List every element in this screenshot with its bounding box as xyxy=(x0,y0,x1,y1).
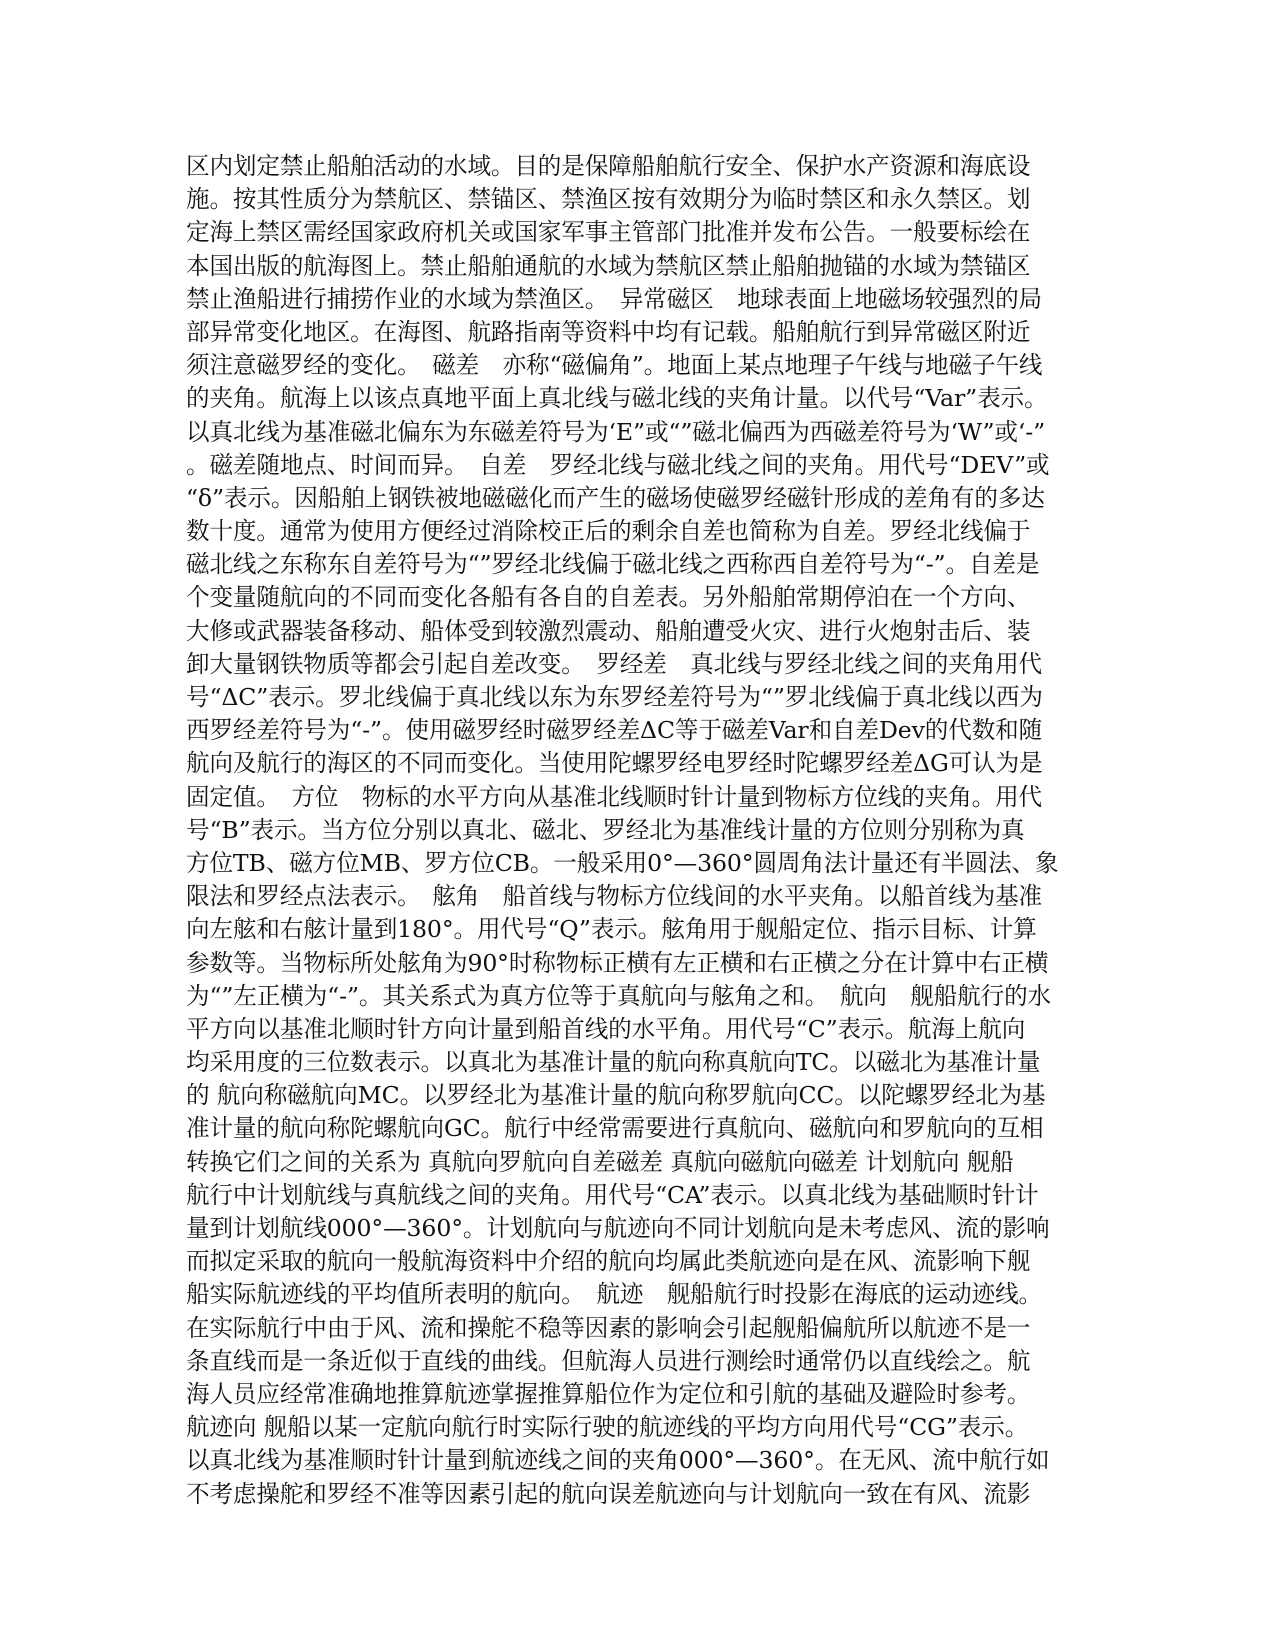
text-line: 本国出版的航海图上。禁止船舶通航的水域为禁航区禁止船舶抛锚的水域为禁锚区 xyxy=(186,251,1031,280)
text-line: 号“B”表示。当方位分别以真北、磁北、罗经北为基准线计量的方位则分别称为真 xyxy=(186,815,1025,844)
text-line: 转换它们之间的关系为 真航向罗航向自差磁差 真航向磁航向磁差 计划航向 舰船 xyxy=(186,1147,1014,1176)
text-line: 禁止渔船进行捕捞作业的水域为禁渔区。 异常磁区 地球表面上地磁场较强烈的局 xyxy=(186,284,1042,313)
text-line: 航行中计划航线与真航线之间的夹角。用代号“CA”表示。以真北线为基础顺时针计 xyxy=(186,1180,1039,1209)
text-line: 以真北线为基准磁北偏东为东磁差符号为‘E”或“”磁北偏西为西磁差符号为‘W”或‘-” xyxy=(186,417,1046,446)
text-line: 均采用度的三位数表示。以真北为基准计量的航向称真航向TC。以磁北为基准计量 xyxy=(186,1048,1041,1077)
text-line: 西罗经差符号为“-”。使用磁罗经时磁罗经差ΔC等于磁差Var和自差Dev的代数和随 xyxy=(186,716,1043,745)
text-line: 大修或武器装备移动、船体受到较激烈震动、船舶遭受火灾、进行火炮射击后、装 xyxy=(186,616,1031,645)
text-line: 部异常变化地区。在海图、航路指南等资料中均有记载。船舶航行到异常磁区附近 xyxy=(186,317,1031,346)
text-line: 磁北线之东称东自差符号为“”罗经北线偏于磁北线之西称西自差符号为“-”。自差是 xyxy=(186,550,1040,579)
text-line: 向左舷和右舷计量到180°。用代号“Q”表示。舷角用于舰船定位、指示目标、计算 xyxy=(186,915,1037,944)
text-line: 的 航向称磁航向MC。以罗经北为基准计量的航向称罗航向CC。以陀螺罗经北为基 xyxy=(186,1081,1046,1110)
text-line: 准计量的航向称陀螺航向GC。航行中经常需要进行真航向、磁航向和罗航向的互相 xyxy=(186,1114,1044,1143)
text-line: 在实际航行中由于风、流和操舵不稳等因素的影响会引起舰船偏航所以航迹不是一 xyxy=(186,1313,1031,1342)
text-line: 参数等。当物标所处舷角为90°时称物标正横有左正横和右正横之分在计算中右正横 xyxy=(186,948,1049,977)
text-line: 航向及航行的海区的不同而变化。当使用陀螺罗经电罗经时陀螺罗经差ΔG可认为是 xyxy=(186,749,1043,778)
text-line: 施。按其性质分为禁航区、禁锚区、禁渔区按有效期分为临时禁区和永久禁区。划 xyxy=(186,185,1031,214)
text-line: 的夹角。航海上以该点真地平面上真北线与磁北线的夹角计量。以代号“Var”表示。 xyxy=(186,384,1048,413)
text-line: 方位TB、磁方位MB、罗方位CB。一般采用0°—360°圆周角法计量还有半圆法、象 xyxy=(186,848,1059,877)
text-line: 船实际航迹线的平均值所表明的航向。 航迹 舰船航行时投影在海底的运动迹线。 xyxy=(186,1280,1042,1309)
text-line: 量到计划航线000°—360°。计划航向与航迹向不同计划航向是未考虑风、流的影响 xyxy=(186,1214,1050,1242)
text-line: 区内划定禁止船舶活动的水域。目的是保障船舶航行安全、保护水产资源和海底设 xyxy=(186,152,1031,180)
text-line: 为“”左正横为“-”。其关系式为真方位等于真航向与舷角之和。 航向 舰船航行的水 xyxy=(186,981,1051,1010)
text-line: 条直线而是一条近似于直线的曲线。但航海人员进行测绘时通常仍以直线绘之。航 xyxy=(186,1346,1031,1375)
text-line: 限法和罗经点法表示。 舷角 船首线与物标方位线间的水平夹角。以船首线为基准 xyxy=(186,882,1042,911)
text-line: 海人员应经常准确地推算航迹掌握推算船位作为定位和引航的基础及避险时参考。 xyxy=(186,1379,1031,1408)
text-line: 须注意磁罗经的变化。 磁差 亦称“磁偏角”。地面上某点地理子午线与地磁子午线 xyxy=(186,351,1043,380)
text-line: 定海上禁区需经国家政府机关或国家军事主管部门批准并发布公告。一般要标绘在 xyxy=(186,218,1031,247)
text-line: 以真北线为基准顺时针计量到航迹线之间的夹角000°—360°。在无风、流中航行如 xyxy=(186,1446,1050,1475)
text-line: 号“ΔC”表示。罗北线偏于真北线以东为东罗经差符号为“”罗北线偏于真北线以西为 xyxy=(186,683,1043,711)
text-line: 个变量随航向的不同而变化各船有各自的自差表。另外船舶常期停泊在一个方向、 xyxy=(186,583,1031,612)
text-line: 而拟定采取的航向一般航海资料中介绍的航向均属此类航迹向是在风、流影响下舰 xyxy=(186,1247,1031,1276)
text-line: 平方向以基准北顺时针方向计量到船首线的水平角。用代号“C”表示。航海上航向 xyxy=(186,1014,1026,1043)
text-line: 。磁差随地点、时间而异。 自差 罗经北线与磁北线之间的夹角。用代号“DEV”或 xyxy=(186,450,1050,479)
text-line: 航迹向 舰船以某一定航向航行时实际行驶的航迹线的平均方向用代号“CG”表示。 xyxy=(186,1413,1029,1442)
text-line: 数十度。通常为使用方便经过消除校正后的剩余自差也简称为自差。罗经北线偏于 xyxy=(186,517,1031,546)
text-line: 不考虑操舵和罗经不准等因素引起的航向误差航迹向与计划航向一致在有风、流影 xyxy=(186,1479,1031,1508)
text-line: 卸大量钢铁物质等都会引起自差改变。 罗经差 真北线与罗经北线之间的夹角用代 xyxy=(186,649,1042,678)
text-line: “δ”表示。因船舶上钢铁被地磁磁化而产生的磁场使磁罗经磁针形成的差角有的多达 xyxy=(186,483,1045,512)
body-text xyxy=(186,150,1091,1511)
text-line: 固定值。 方位 物标的水平方向从基准北线顺时针计量到物标方位线的夹角。用代 xyxy=(186,782,1042,811)
